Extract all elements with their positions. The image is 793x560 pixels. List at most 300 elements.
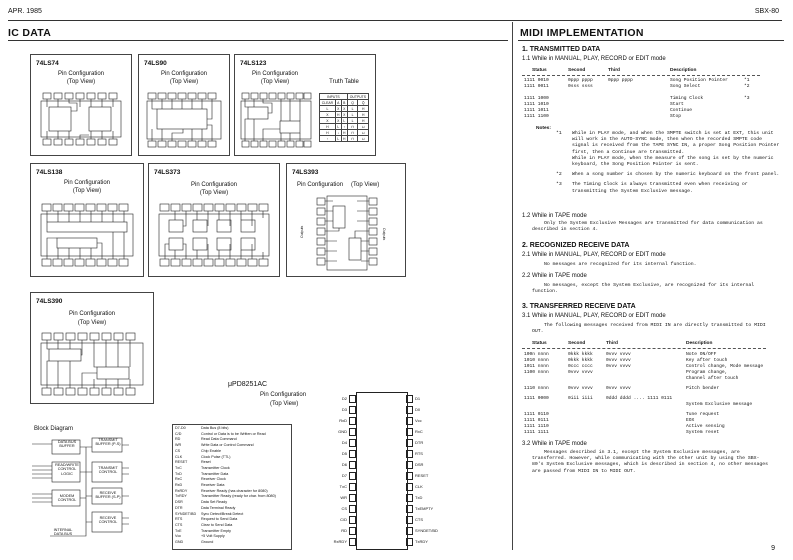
upd8251-right-pin xyxy=(406,415,446,426)
note-item xyxy=(556,131,782,168)
tx-cell: Timing Clock xyxy=(670,96,704,101)
pin-function: Chip Enable xyxy=(201,448,222,453)
truth-table-cell: L xyxy=(335,136,341,142)
chip-74ls123-diagram xyxy=(238,89,314,151)
pin-config-label: Pin Configuration xyxy=(68,311,116,317)
upd8251-left-pin xyxy=(328,415,356,426)
pin-name: CS xyxy=(175,448,181,453)
pin-box xyxy=(406,483,413,491)
tx-cell: 1111 1000 xyxy=(524,96,549,101)
chip-74ls390-box xyxy=(30,292,154,404)
xfer-cell: 1111 0110 xyxy=(524,412,549,417)
midi-underline xyxy=(518,40,784,41)
xfer-cell: Key after touch xyxy=(686,358,728,363)
pin-box xyxy=(406,461,413,469)
upd8251-left-pin xyxy=(328,426,356,437)
pin-config-label: Pin Configuration xyxy=(190,182,238,188)
page-number: 9 xyxy=(771,545,775,552)
truth-table-cell: ↑ xyxy=(320,136,336,142)
note-text: While in PLAY mode, and when the SMPTE switch is set at EXT, this unit will work in the AUTO-SYNC mode, then when the recorded SMPTE code signal is received from the TAPE SYNC IN, a proper Song Position Pointer first, then a Continue are transmitted. While in PLAY mode, when the measure of the song is set by the numeric keyboard, the Song Position Pointer is sent. xyxy=(572,131,780,168)
upd8251-left-pin xyxy=(328,404,356,415)
block-internal-bus: INTERNAL DATA BUS xyxy=(53,528,73,537)
upd8251-right-pin xyxy=(406,426,446,437)
xfer-cell: 0ccc cccc xyxy=(568,364,593,369)
pin-function: Clock Pulse (TTL) xyxy=(201,454,231,459)
truth-table-cell: H xyxy=(343,130,346,135)
pin-function: Control or Data is to be Written or Read xyxy=(201,431,266,436)
pin-label: CTS xyxy=(415,517,423,522)
top-view-label: (Top View) xyxy=(199,190,229,196)
section-2-2-title: 2.2 While in TAPE mode xyxy=(522,273,587,279)
section-3-2-text: Messages described in 3.1, except the System Exclusive messages, are transferred. However, while communicating with the other unit by using the SBX-80's System Exclusive messages, which is described in section 4, no other messages are passed from MIDI IN to MIDI OUT. xyxy=(532,450,769,474)
chip-74ls90-diagram xyxy=(143,89,225,151)
truth-table-header: Q̄ xyxy=(358,100,369,106)
pin-config-label: Pin Configuration xyxy=(160,71,208,77)
truth-table-inputs-header: INPUTS xyxy=(320,94,348,100)
pin-config-label: Pin Configuration xyxy=(57,71,105,77)
tx-cell: 0ppp pppp xyxy=(608,78,633,83)
pin-function: Receiver Data xyxy=(201,483,225,488)
top-view-label: (Top View) xyxy=(351,182,380,188)
top-view-label: (Top View) xyxy=(72,188,102,194)
xfer-header-rule xyxy=(522,348,766,349)
truth-table-cell: H xyxy=(320,130,336,136)
pin-box xyxy=(349,505,356,513)
pin-label: TxD xyxy=(415,495,423,500)
truth-table-cell: ↓ xyxy=(335,130,341,136)
ic-data-title: IC DATA xyxy=(8,27,52,39)
tx-cell: 0ppp pppp xyxy=(568,78,593,83)
truth-table-cell: ⊓ xyxy=(347,130,358,136)
tx-cell: 1111 1011 xyxy=(524,108,549,113)
upd8251-right-pin xyxy=(406,404,446,415)
tx-col-third: Third xyxy=(608,68,620,73)
upd8251-left-pin xyxy=(328,492,356,503)
pin-box xyxy=(349,428,356,436)
block-receive-control: RECEIVE CONTROL xyxy=(98,516,118,525)
note-marker: *3 xyxy=(556,182,562,188)
pin-label: TxEMPTY xyxy=(415,506,434,511)
pin-box xyxy=(406,395,413,403)
chip-74ls390-diagram xyxy=(37,329,147,399)
upd-top-view-label: (Top View) xyxy=(270,401,299,407)
truth-table-title: Truth Table xyxy=(329,79,359,85)
tx-cell: Start xyxy=(670,102,684,107)
block-diagram-title: Block Diagram xyxy=(34,426,74,432)
tx-header-rule xyxy=(522,75,760,76)
truth-table-cell: ⊓ xyxy=(347,124,358,130)
section-2-1-text: No messages are recognized for its internal function. xyxy=(544,262,697,267)
xfer-cell: EOX xyxy=(686,418,695,423)
pin-box xyxy=(349,406,356,414)
pin-name: GND xyxy=(175,540,184,545)
upd8251-left-pin xyxy=(328,393,356,404)
truth-table-cell: L xyxy=(320,106,336,112)
chip-74ls138-name: 74LS138 xyxy=(36,169,63,176)
truth-table-header: B xyxy=(343,100,346,105)
xfer-col-description: Description xyxy=(686,341,713,346)
block-rw-control: READ/WRITE CONTROL LOGIC xyxy=(55,463,79,476)
truth-table-outputs-header: OUTPUTS xyxy=(347,94,368,100)
pin-box xyxy=(406,472,413,480)
pin-label: RTS xyxy=(415,451,423,456)
truth-table xyxy=(319,93,369,142)
tx-col-second: Second xyxy=(568,68,586,73)
truth-table-cell: H xyxy=(358,112,369,118)
pin-box xyxy=(406,428,413,436)
pin-label: D7 xyxy=(341,473,347,478)
section-3-1-text: The following messages received from MIDI IN are directly transmitted to MIDI OUT. xyxy=(532,323,766,335)
truth-table-cell: ⊔ xyxy=(358,130,369,136)
xfer-cell: 0vvv vvvv xyxy=(568,370,593,375)
pin-label: CS xyxy=(341,506,347,511)
pin-label: SYNDET/BD xyxy=(415,528,438,533)
truth-table-cell: X xyxy=(343,106,346,111)
xfer-cell: 1100 nnnn xyxy=(524,370,549,375)
pin-box xyxy=(349,472,356,480)
upd8251-left-pin xyxy=(328,481,356,492)
chip-74ls390-name: 74LS390 xyxy=(36,298,63,305)
pin-function: +5 Volt Supply xyxy=(201,534,225,539)
truth-table-header: A xyxy=(337,100,340,105)
pin-box xyxy=(349,527,356,535)
pin-label: DSR xyxy=(415,462,424,467)
tx-cell: *1 xyxy=(744,78,750,83)
xfer-cell: 100n nnnn xyxy=(524,352,549,357)
chip-74ls90-box xyxy=(138,54,230,156)
pin-box xyxy=(349,395,356,403)
chip-74ls74-name: 74LS74 xyxy=(36,60,59,67)
pin-config-label: Pin Configuration xyxy=(251,71,299,77)
pin-label: D4 xyxy=(341,440,347,445)
midi-title: MIDI IMPLEMENTATION xyxy=(520,27,644,39)
tx-cell: 1111 1100 xyxy=(524,114,549,119)
pin-box xyxy=(406,516,413,524)
pin-label: RxRDY xyxy=(333,539,347,544)
upd8251-left-pin xyxy=(328,525,356,536)
chip-74ls123-box xyxy=(234,54,376,156)
truth-table-cell: L xyxy=(335,124,341,130)
top-view-label: (Top View) xyxy=(77,320,107,326)
truth-table-cell: X xyxy=(343,112,346,117)
block-modem-control: MODEM CONTROL xyxy=(57,494,77,503)
section-3-2-title: 3.2 While in TAPE mode xyxy=(522,441,587,447)
pin-label: D3 xyxy=(341,407,347,412)
pin-function: Transmitter Clock xyxy=(201,465,230,470)
section-1-2-title: 1.2 While in TAPE mode xyxy=(522,213,587,219)
chip-74ls90-name: 74LS90 xyxy=(144,60,167,67)
pin-label: D0 xyxy=(415,407,421,412)
xfer-row xyxy=(524,376,768,382)
truth-table-cell: H xyxy=(358,118,369,124)
xfer-cell: 0vvv vvvv xyxy=(606,352,631,357)
xfer-cell: Program change, xyxy=(686,370,728,375)
truth-table-cell: L xyxy=(347,106,358,112)
truth-table-cell: H xyxy=(358,106,369,112)
pin-function: Write Data or Control Command xyxy=(201,443,254,448)
pin-name: D7-D0 xyxy=(175,426,186,430)
pin-function: Reset xyxy=(201,460,211,465)
upd8251-right-pin xyxy=(406,492,446,503)
upd8251-left-pins xyxy=(328,393,356,547)
pin-description-row xyxy=(175,540,289,546)
pin-label: D5 xyxy=(341,451,347,456)
pin-label: RxD xyxy=(339,418,347,423)
pin-box xyxy=(406,450,413,458)
svg-text:Outputs: Outputs xyxy=(382,228,386,241)
pin-label: D1 xyxy=(415,396,421,401)
pin-box xyxy=(406,494,413,502)
xfer-cell: 0iii iiii xyxy=(568,396,593,401)
pin-box xyxy=(406,538,413,546)
xfer-cell: 0kkk kkkk xyxy=(568,358,593,363)
truth-table-cell: L xyxy=(341,118,347,124)
pin-name: RD xyxy=(175,437,181,442)
chip-74ls74-box xyxy=(30,54,132,156)
upd8251-left-pin xyxy=(328,437,356,448)
xfer-col-status: Status xyxy=(532,341,547,346)
tx-cell: 1111 0011 xyxy=(524,84,549,89)
note-marker: *2 xyxy=(556,172,562,178)
pin-name: DTR xyxy=(175,505,183,510)
pin-function: Data Terminal Ready xyxy=(201,505,236,510)
xfer-cell: 1111 1110 xyxy=(524,424,549,429)
tx-cell: Continue xyxy=(670,108,693,113)
pin-name: TxD xyxy=(175,471,182,476)
pin-description-table xyxy=(172,424,292,550)
upd8251-right-pin xyxy=(406,459,446,470)
pin-function: Clear to Send Data xyxy=(201,522,233,527)
upd8251-left-pin xyxy=(328,536,356,547)
truth-table-cell: H xyxy=(343,136,346,141)
upd-pin-config-label: Pin Configuration xyxy=(260,392,307,398)
xfer-cell: 0vvv vvvv xyxy=(568,386,593,391)
xfer-cell: Active sensing xyxy=(686,424,725,429)
xfer-cell: 0ddd dddd .... 1111 0111 xyxy=(606,396,673,401)
ic-data-underline xyxy=(8,40,508,41)
block-transmit-control: TRANSMIT CONTROL xyxy=(98,466,118,475)
tx-cell: Song Position Pointer xyxy=(670,78,728,83)
notes-label: Notes: xyxy=(536,126,551,131)
pin-function: Request to Send Data xyxy=(201,517,238,522)
chip-74ls393-box xyxy=(286,163,406,277)
pin-box xyxy=(349,483,356,491)
column-divider xyxy=(512,22,513,550)
upd8251-right-pin xyxy=(406,470,446,481)
pin-label: D6 xyxy=(341,462,347,467)
chip-74ls373-diagram xyxy=(155,200,273,270)
xfer-cell: 0vvv vvvv xyxy=(606,386,631,391)
pin-name: TxC xyxy=(175,465,182,470)
pin-function: Data Set Ready xyxy=(201,500,228,505)
xfer-col-third: Third xyxy=(606,341,618,346)
truth-table-cell: X xyxy=(337,106,340,111)
upd8251-right-pin xyxy=(406,481,446,492)
pin-label: TxC xyxy=(339,484,347,489)
pin-function: Read Data Command xyxy=(201,437,237,442)
tx-cell: *2 xyxy=(744,84,750,89)
tx-cell: 1111 0010 xyxy=(524,78,549,83)
pin-box xyxy=(349,417,356,425)
note-text: The Timing Clock is always transmitted even when receiving or transmitting the System Exclusive message. xyxy=(572,182,748,194)
xfer-cell: Channel after touch xyxy=(686,376,739,381)
pin-name: DSR xyxy=(175,500,183,505)
section-1-1-title: 1.1 While in MANUAL, PLAY, RECORD or EDIT mode xyxy=(522,56,666,62)
truth-table-cell: ⊓ xyxy=(347,136,358,142)
pin-config-label: Pin Configuration xyxy=(297,182,344,188)
xfer-cell: Note ON/OFF xyxy=(686,352,717,357)
header-rule xyxy=(8,20,782,21)
xfer-cell: 1111 0111 xyxy=(524,418,549,423)
tx-col-description: Description xyxy=(670,68,697,73)
pin-name: TxRDY xyxy=(175,494,187,499)
truth-table-cell: X xyxy=(337,118,340,123)
pin-label: RESET xyxy=(415,473,429,478)
pin-name: Vcc xyxy=(175,534,182,539)
tx-rows xyxy=(524,78,764,120)
truth-table-header: Q xyxy=(347,100,358,106)
pin-box xyxy=(406,505,413,513)
upd8251-right-pin xyxy=(406,448,446,459)
tx-cell: 1111 1010 xyxy=(524,102,549,107)
svg-text:Outputs: Outputs xyxy=(300,225,304,238)
pin-config-label: Pin Configuration xyxy=(63,180,111,186)
pin-name: C/D xyxy=(175,431,182,436)
pin-box xyxy=(406,527,413,535)
upd8251-left-pin xyxy=(328,503,356,514)
pin-label: TxRDY xyxy=(415,539,428,544)
xfer-cell: Pitch bender xyxy=(686,386,720,391)
section-1-title: 1. TRANSMITTED DATA xyxy=(522,46,601,53)
chip-74ls393-diagram xyxy=(297,194,397,272)
block-transmit-buffer: TRANSMIT BUFFER (P-S) xyxy=(95,438,121,447)
xfer-cell: System Exclusive message xyxy=(686,402,753,407)
pin-label: RxC xyxy=(415,429,423,434)
xfer-cell: 1110 nnnn xyxy=(524,386,549,391)
top-view-label: (Top View) xyxy=(66,79,96,85)
note-marker: *1 xyxy=(556,131,562,136)
upd8251-right-pin xyxy=(406,525,446,536)
truth-table-cell: ↑ xyxy=(341,124,347,130)
pin-box xyxy=(349,461,356,469)
tx-row xyxy=(524,84,764,90)
pin-name: CLK xyxy=(175,454,183,459)
truth-table-cell: L xyxy=(347,118,358,124)
note-item xyxy=(556,172,782,178)
pin-function: Receiver Clock xyxy=(201,477,226,482)
chip-74ls373-name: 74LS373 xyxy=(154,169,181,176)
upd8251-left-pin xyxy=(328,448,356,459)
note-item xyxy=(556,182,782,194)
block-data-bus-buffer: DATA BUS BUFFER xyxy=(57,440,77,449)
pin-label: RD xyxy=(341,528,347,533)
xfer-cell: 0vvv vvvv xyxy=(606,364,631,369)
pin-box xyxy=(349,450,356,458)
truth-table-cell: ⊔ xyxy=(358,124,369,130)
tx-col-status: Status xyxy=(532,68,547,73)
note-text: When a song number is chosen by the numeric keyboard on the front panel. xyxy=(572,172,780,178)
xfer-cell: 1111 0000 xyxy=(524,396,549,401)
pin-label: GND xyxy=(338,429,347,434)
pin-description-list xyxy=(173,425,291,547)
pin-label: WR xyxy=(340,495,347,500)
xfer-cell: System reset xyxy=(686,430,720,435)
xfer-row xyxy=(524,386,768,392)
tx-cell: *3 xyxy=(744,96,750,101)
upd8251-left-pin xyxy=(328,470,356,481)
pin-label: DTR xyxy=(415,440,424,445)
section-3-1-title: 3.1 While in MANUAL, PLAY, RECORD or EDIT mode xyxy=(522,313,666,319)
header-model: SBX-80 xyxy=(754,8,779,15)
upd8251-package xyxy=(356,392,408,550)
pin-function: Transmitter Ready (ready for char. from 8080) xyxy=(201,494,276,499)
pin-name: RxRDY xyxy=(175,488,188,493)
pin-name: TxE xyxy=(175,528,182,533)
truth-table-cell: ⊔ xyxy=(358,136,369,142)
xfer-row xyxy=(524,430,768,436)
upd8251-right-pin xyxy=(406,393,446,404)
pin-name: WR xyxy=(175,443,182,448)
truth-table-header: CLEAR xyxy=(320,100,336,106)
pin-box xyxy=(406,406,413,414)
chip-upd8251-name: μPD8251AC xyxy=(228,381,268,388)
pin-function: Transmitter Empty xyxy=(201,528,231,533)
upd8251-left-pin xyxy=(328,514,356,525)
pin-function: Receiver Ready (has character for 8080) xyxy=(201,488,268,493)
pin-box xyxy=(349,439,356,447)
xfer-rows xyxy=(524,352,768,436)
pin-box xyxy=(406,417,413,425)
pin-function: Data Bus (8 bits) xyxy=(201,426,229,430)
xfer-cell: Tune request xyxy=(686,412,720,417)
upd8251-right-pin xyxy=(406,514,446,525)
pin-box xyxy=(349,494,356,502)
pin-label: C/D xyxy=(340,517,347,522)
upd8251-right-pins xyxy=(406,393,446,547)
notes-list xyxy=(556,131,782,199)
pin-box xyxy=(349,516,356,524)
xfer-col-second: Second xyxy=(568,341,586,346)
pin-name: CTS xyxy=(175,522,183,527)
truth-table-cell: X xyxy=(320,118,336,124)
pin-label: Vcc xyxy=(415,418,422,423)
chip-74ls138-box xyxy=(30,163,144,277)
chip-74ls138-diagram xyxy=(37,200,137,270)
xfer-cell: 1010 nnnn xyxy=(524,358,549,363)
tx-cell: 0sss ssss xyxy=(568,84,593,89)
xfer-row xyxy=(524,402,768,408)
xfer-cell: Control change, Mode message xyxy=(686,364,764,369)
upd8251-right-pin xyxy=(406,503,446,514)
pin-box xyxy=(406,439,413,447)
section-1-2-text: Only the System Exclusive Messages are transmitted for data communication as described in section 4. xyxy=(532,221,763,233)
xfer-cell: 0vvv vvvv xyxy=(606,358,631,363)
section-2-1-title: 2.1 While in MANUAL, PLAY, RECORD or EDIT mode xyxy=(522,252,666,258)
xfer-cell: 0kkk kkkk xyxy=(568,352,593,357)
tx-cell: Stop xyxy=(670,114,682,119)
upd8251-right-pin xyxy=(406,437,446,448)
tx-cell: Song Select xyxy=(670,84,701,89)
top-view-label: (Top View) xyxy=(260,79,290,85)
pin-function: Sync Detect/Break Detect xyxy=(201,511,244,516)
truth-table-cell: H xyxy=(320,124,336,130)
pin-name: RxC xyxy=(175,477,183,482)
pin-function: Ground xyxy=(201,540,214,545)
xfer-cell: 1011 nnnn xyxy=(524,364,549,369)
section-3-title: 3. TRANSFERRED RECEIVE DATA xyxy=(522,303,636,310)
tx-row xyxy=(524,114,764,120)
truth-table-cell: H xyxy=(337,112,340,117)
